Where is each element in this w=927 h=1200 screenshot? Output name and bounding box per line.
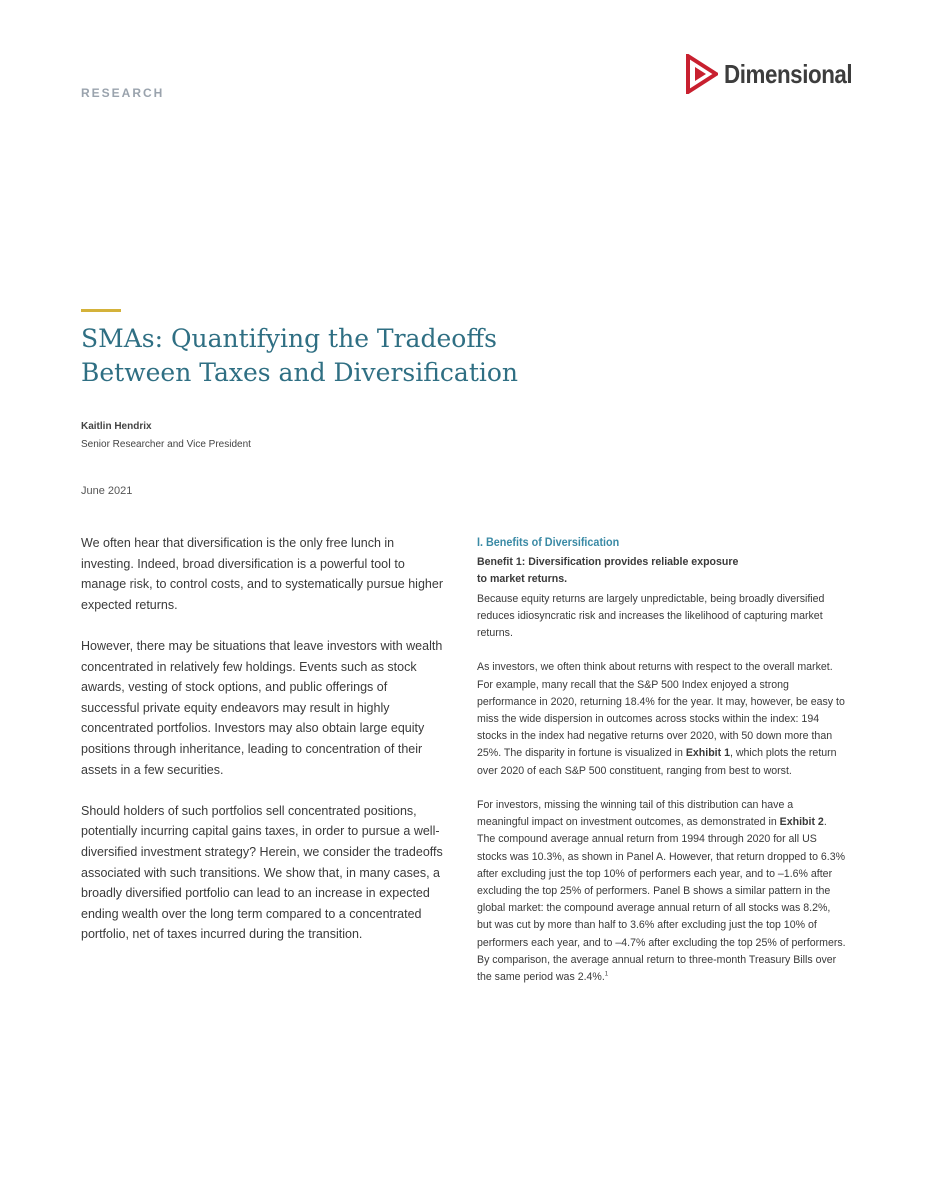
body-paragraph-2: [477, 659, 847, 779]
title-line-2: Between Taxes and Diversification: [81, 358, 519, 387]
section-label: RESEARCH: [81, 86, 165, 100]
intro-paragraph-2: However, there may be situations that leave investors with wealth concentrated in relatively few holdings. Events such as stock awards, vesting of stock options, and public offerings of successful private equity endeavors may result in highly concentrated portfolios. Investors may also obtain large equity positions through inheritance, leading to concentration of their assets in a few securities.: [81, 638, 443, 777]
intro-paragraph-1: We often hear that diversification is the only free lunch in investing. Indeed, broad diversification is a powerful tool to manage risk, to control costs, and to systematically pursue higher expected returns.: [81, 536, 443, 612]
body-paragraph-3: [477, 797, 847, 986]
benefit-heading: [477, 554, 847, 588]
author-block: [81, 420, 251, 452]
right-column: [477, 534, 847, 1003]
benefit-heading-line-2: to market returns.: [477, 573, 568, 586]
paragraph-text: As investors, we often think about returns with respect to the overall market. For example, many recall that the S&P 500 Index enjoyed a strong performance in 2020, returning 18.4% for the year. It may, however, be easy to miss the wide dispersion in outcomes across stocks within the index: 194 stocks in the index had negative returns over 2020, with 50 down more than 25%. The disparity in fortune is visualized in: [477, 661, 845, 760]
exhibit-1-reference[interactable]: Exhibit 1: [685, 747, 730, 760]
document-title: [81, 322, 681, 390]
author-name: Kaitlin Hendrix: [81, 421, 152, 432]
footnote-marker[interactable]: 1: [604, 971, 609, 978]
intro-paragraph-3: Should holders of such portfolios sell concentrated positions, potentially incurring capital gains taxes, in order to pursue a well-diversified investment strategy? Herein, we consider the tradeoffs associated with such transitions. We show that, in many cases, a broadly diversified portfolio can lead to an increase in expected ending wealth over the long term compared to a concentrated portfolio, net of taxes incurred during the transition.: [81, 803, 443, 942]
left-column: [81, 533, 449, 965]
exhibit-2-reference[interactable]: Exhibit 2: [779, 816, 824, 829]
title-accent-rule: [81, 309, 121, 312]
benefit-heading-line-1: Benefit 1: Diversification provides reliable exposure: [477, 556, 739, 569]
paragraph-text: , which plots the return over 2020 of each S&P 500 constituent, ranging from best to worst.: [477, 747, 837, 777]
section-heading: I. Benefits of Diversification: [477, 535, 620, 549]
benefit-body: Because equity returns are largely unpredictable, being broadly diversified reduces idiosyncratic risk and increases the likelihood of capturing market returns.: [477, 592, 825, 640]
publication-date: June 2021: [81, 485, 133, 497]
title-line-1: SMAs: Quantifying the Tradeoffs: [81, 324, 497, 353]
author-role: Senior Researcher and Vice President: [81, 439, 251, 450]
brand-logo-group: [686, 54, 873, 94]
brand-name: Dimensional: [724, 58, 853, 89]
dimensional-logo-icon: [686, 54, 718, 94]
paragraph-text: For investors, missing the winning tail of this distribution can have a meaningful impact on investment outcomes, as demonstrated in: [477, 799, 794, 829]
paragraph-text: . The compound average annual return from 1994 through 2020 for all US stocks was 10.3%, as shown in Panel A. However, that return dropped to 6.3% after excluding just the top 10% of performers each year, and to –1.6% after excluding the top 25% of performers. Panel B shows a similar pattern in the global market: the compound average annual return of all stocks was 8.2%, but was cut by more than half to 3.6% after excluding just the top 10% of performers each year, and to –4.7% after excluding the top 25% of performers. By comparison, the average annual return to three-month Treasury Bills over the same period was 2.4%.: [477, 816, 846, 984]
